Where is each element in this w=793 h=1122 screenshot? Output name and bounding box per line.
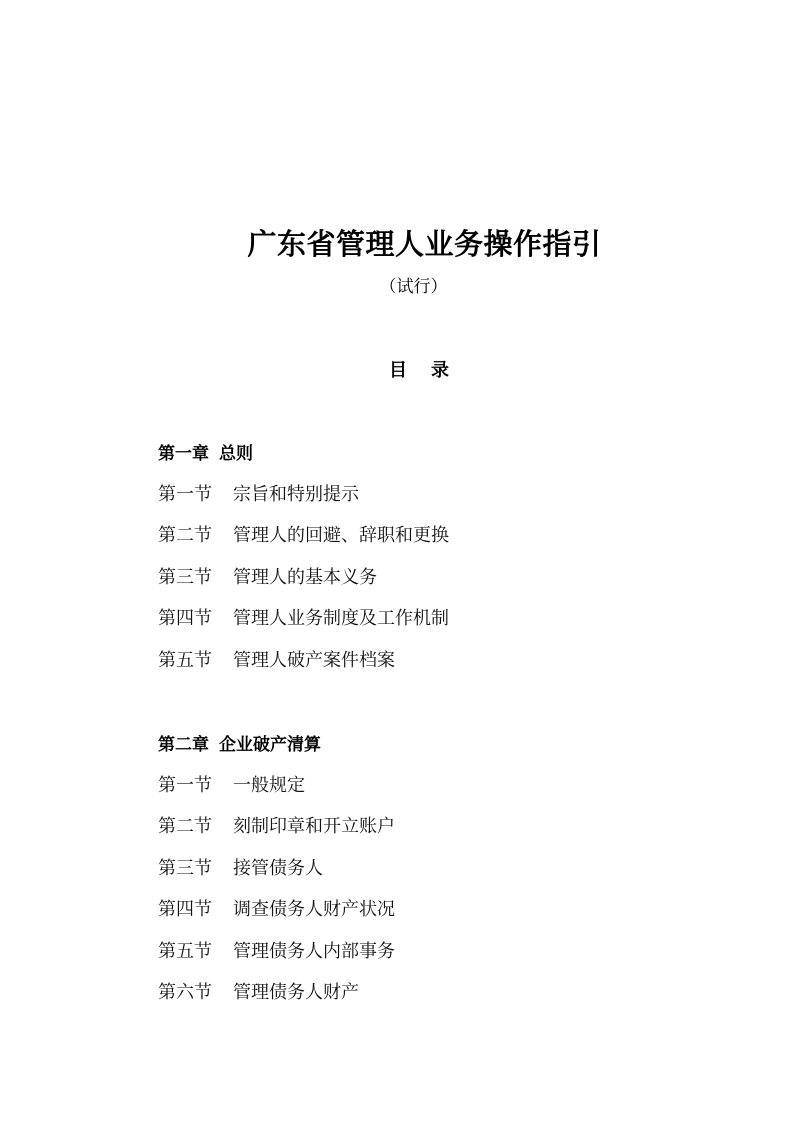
section-number: 第四节 [158,608,212,629]
chapter-number: 第一章 [158,444,209,464]
toc-heading: 目录 [389,360,473,381]
section-number: 第三节 [158,858,212,879]
section-title: 管理债务人内部事务 [233,941,395,962]
section-number: 第三节 [158,567,212,588]
toc-section [158,521,449,547]
toc-section [158,771,305,797]
section-number: 第一节 [158,775,212,796]
section-title: 管理债务人财产 [233,982,359,1003]
chapter-title: 总则 [219,444,253,464]
section-title: 接管债务人 [233,858,323,879]
document-subtitle: （试行） [379,277,448,297]
chapter-number: 第二章 [158,735,209,755]
toc-section [158,812,395,838]
toc-chapter-2 [158,730,321,755]
toc-section [158,937,395,963]
section-number: 第五节 [158,650,212,671]
section-number: 第五节 [158,941,212,962]
toc-section [158,480,359,506]
section-title: 管理人业务制度及工作机制 [233,608,449,629]
section-title: 刻制印章和开立账户 [233,816,395,837]
section-title: 管理人的基本义务 [233,567,377,588]
section-number: 第四节 [158,899,212,920]
document-title: 广东省管理人业务操作指引 [247,227,602,261]
section-number: 第二节 [158,525,212,546]
toc-section [158,854,323,880]
section-title: 宗旨和特别提示 [233,484,359,505]
section-number: 第一节 [158,484,212,505]
section-title: 管理人破产案件档案 [233,650,395,671]
section-title: 管理人的回避、辞职和更换 [233,525,449,546]
section-number: 第六节 [158,982,212,1003]
toc-section [158,978,359,1004]
toc-section [158,895,395,921]
chapter-title: 企业破产清算 [219,735,321,755]
section-title: 一般规定 [233,775,305,796]
toc-section [158,646,395,672]
toc-section [158,604,449,630]
toc-chapter-1 [158,439,253,464]
toc-section [158,563,377,589]
section-title: 调查债务人财产状况 [233,899,395,920]
section-number: 第二节 [158,816,212,837]
